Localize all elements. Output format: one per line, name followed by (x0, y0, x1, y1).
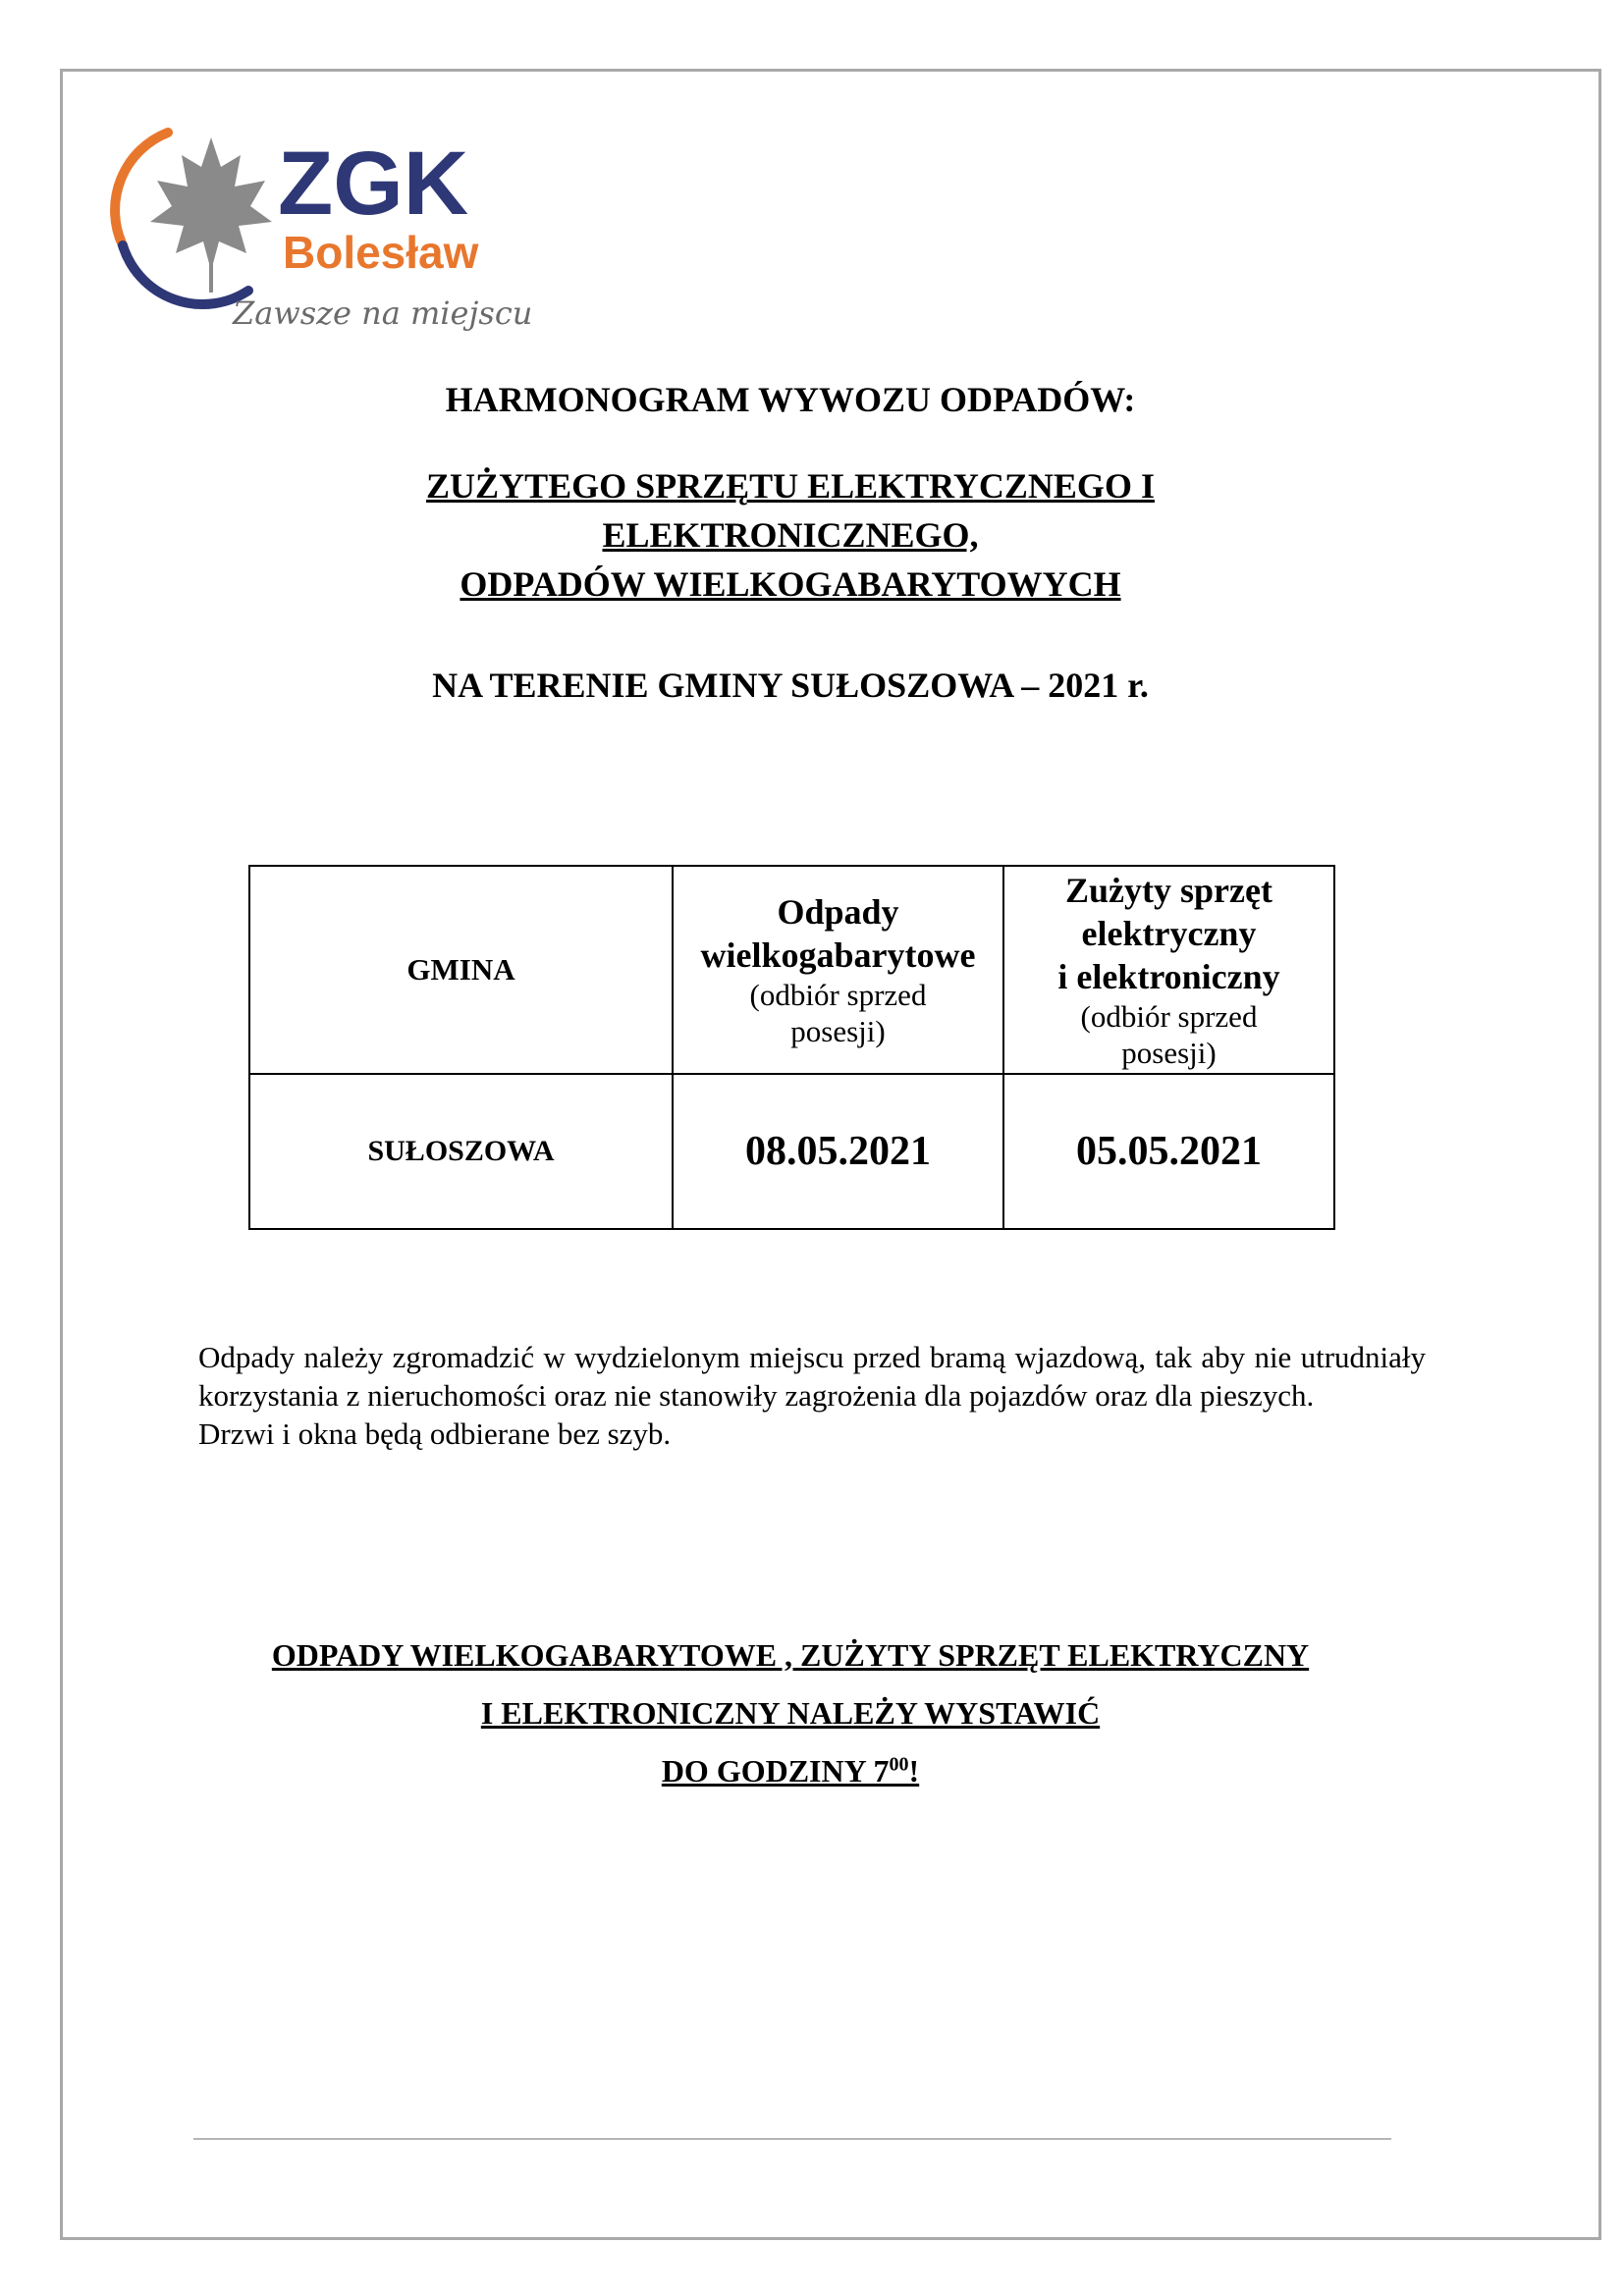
instructions (198, 1338, 1426, 1453)
logo-graphic (103, 116, 533, 342)
header-electro-waste (1003, 866, 1334, 1074)
header-note-line: (odbiór sprzed (1080, 999, 1258, 1034)
logo-arc-orange (115, 133, 168, 245)
header-gmina (249, 866, 673, 1074)
logo-city-text: Bolesław (283, 227, 479, 278)
footer-line: ODPADY WIELKOGABARYTOWE , ZUŻYTY SPRZĘT ELEKTRYCZNY (271, 1637, 1310, 1673)
logo-arc-navy (123, 245, 248, 304)
header-bulky-note (674, 977, 1002, 1049)
footer-line: I ELEKTRONICZNY NALEŻY WYSTAWIĆ (480, 1695, 1101, 1731)
header-note-line: posesji) (1121, 1036, 1217, 1070)
cell-electro-date (1003, 1074, 1334, 1229)
area-heading: NA TERENIE GMINY SUŁOSZOWA – 2021 r. (432, 666, 1149, 705)
instruction-paragraph: Odpady należy zgromadzić w wydzielonym miejscu przed bramą wjazdową, tak aby nie utrudniały korzystania z nieruchomości oraz nie stanowiły zagrożenia dla pojazdów oraz dla pieszych. (198, 1340, 1426, 1413)
header-title-line: Zużyty sprzęt (1065, 871, 1272, 910)
subtitle-line: ELEKTRONICZNEGO, (602, 515, 979, 555)
instruction-paragraph: Drzwi i okna będą odbierane bez szyb. (198, 1416, 672, 1451)
footer-divider (193, 2138, 1391, 2140)
subtitle-line: ZUŻYTEGO SPRZĘTU ELEKTRYCZNEGO I (426, 466, 1155, 506)
header-bulky-title (674, 890, 1002, 977)
electro-collection-date: 05.05.2021 (1076, 1129, 1262, 1174)
deadline-text: DO GODZINY 7 (661, 1753, 890, 1789)
header-bulky-waste (673, 866, 1003, 1074)
table-header-row (249, 866, 1334, 1074)
cell-gmina (249, 1074, 673, 1229)
header-note-line: (odbiór sprzed (749, 978, 927, 1012)
logo-brand-text: ZGK (278, 133, 469, 234)
header-title-line: i elektroniczny (1057, 957, 1280, 996)
maple-leaf-icon (150, 137, 272, 293)
deadline-minutes: 00 (889, 1753, 909, 1776)
header-note-line: posesji) (790, 1014, 886, 1048)
header-title-line: Odpady (777, 892, 899, 932)
subtitle-line: ODPADÓW WIELKOGABARYTOWYCH (460, 564, 1121, 604)
deadline-suffix: ! (908, 1753, 920, 1789)
document-subtitle (0, 461, 1581, 609)
header-title-line: wielkogabarytowe (700, 935, 976, 975)
bulky-collection-date: 08.05.2021 (745, 1129, 931, 1174)
gmina-name: SUŁOSZOWA (367, 1135, 555, 1167)
zgk-boleslaw-logo (103, 116, 533, 342)
cell-bulky-date (673, 1074, 1003, 1229)
footer-notice (0, 1627, 1581, 1800)
header-electro-title (1004, 869, 1333, 998)
schedule-table (248, 865, 1335, 1230)
header-gmina-label: GMINA (406, 952, 515, 987)
logo-tagline-text: Zawsze na miejscu (233, 294, 533, 332)
document-title: HARMONOGRAM WYWOZU ODPADÓW: (445, 380, 1136, 419)
header-title-line: elektryczny (1081, 914, 1257, 953)
footer-line-deadline (0, 1742, 1581, 1800)
table-row (249, 1074, 1334, 1229)
header-electro-note (1004, 998, 1333, 1071)
